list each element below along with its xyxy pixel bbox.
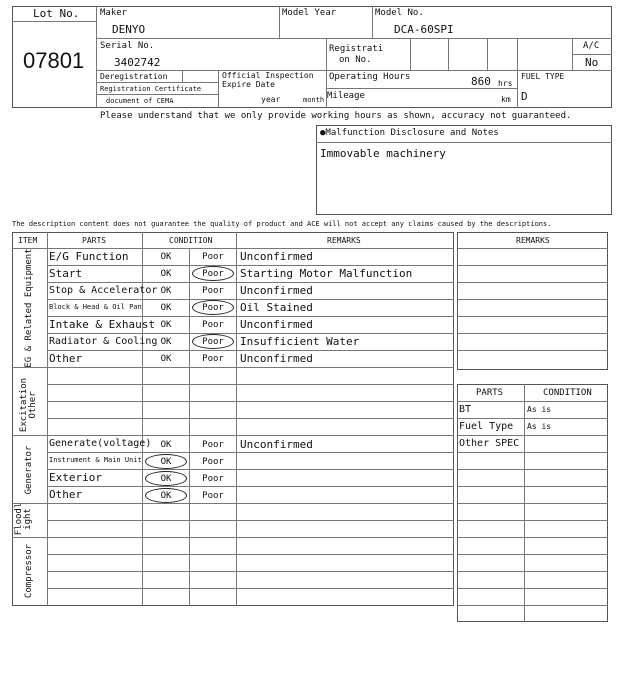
section-eg-label: EG & Related Equipment [24,248,34,368]
section-generator-label: Generator [24,445,34,495]
malfunction-box [316,125,612,215]
eg-ok-4: OK [160,320,172,330]
operating-hours-label: Operating Hours [329,72,411,82]
ac-value: No [585,56,599,69]
month-label: month [303,96,325,104]
eg-ok-5: OK [160,337,172,347]
eg-part-6: Other [49,352,83,365]
eg-part-0: E/G Function [49,250,129,263]
eg-remark-1: Starting Motor Malfunction [240,267,413,280]
header-condition: CONDITION [169,236,213,245]
eg-part-5: Radiator & Cooling [49,336,158,347]
gen-part-3: Other [49,488,83,501]
mileage-label: Mileage [327,91,365,101]
operating-hours-value: 860 [471,75,491,88]
inspection-label-2: Expire Date [222,80,275,89]
right-remarks-header: REMARKS [516,236,550,245]
gen-part-0: Generate(voltage) [49,438,152,449]
right-parts-header: PARTS [476,388,504,398]
eg-poor-2: Poor [202,286,224,296]
circle-mark-start-poor [192,266,234,281]
gen-poor-2: Poor [202,474,224,484]
section-floodlight-line2: ight [23,508,34,530]
eg-poor-6: Poor [202,354,224,364]
section-compressor-label: Compressor [24,543,34,599]
year-label: year [261,95,281,104]
eg-ok-0: OK [160,252,172,262]
eg-poor-3: Poor [202,303,224,313]
eg-remark-0: Unconfirmed [240,250,313,263]
gen-part-1: Instrument & Main Unit [49,456,142,464]
deregistration-label: Deregistration [100,72,168,81]
eg-remark-4: Unconfirmed [240,318,313,331]
fuel-type-value: D [521,90,528,103]
gen-ok-0: OK [160,440,172,450]
right-part-0: BT [459,404,472,415]
hours-notice: Please understand that we only provide working hours as shown, accuracy not guaranteed. [100,111,572,121]
eg-ok-3: OK [160,303,172,313]
gen-poor-0: Poor [202,440,224,450]
section-excitation-label [20,375,40,435]
eg-remark-5: Insufficient Water [240,335,360,348]
serial-label: Serial No. [100,41,155,51]
eg-part-2: Stop & Accelerator [49,285,158,296]
right-part-1: Fuel Type [459,421,514,432]
fuel-type-label: FUEL TYPE [521,72,565,81]
gen-poor-3: Poor [202,491,224,501]
maker-value: DENYO [112,23,146,36]
section-excitation-line2: Other [28,391,39,419]
circle-mark-exterior-ok [145,471,187,486]
hrs-unit: hrs [498,79,513,88]
eg-poor-0: Poor [202,252,224,262]
inspection-label-1: Official Inspection [222,71,314,80]
eg-ok-1: OK [160,269,172,279]
eg-ok-6: OK [160,354,172,364]
serial-value: 3402742 [114,56,161,69]
model-year-label: Model Year [282,8,337,18]
eg-remark-3: Oil Stained [240,301,313,314]
header-remarks: REMARKS [327,236,361,245]
circle-mark-instrument-ok [145,454,187,469]
circle-mark-other-ok [145,488,187,503]
malfunction-title: ●Malfunction Disclosure and Notes [320,128,499,138]
section-excitation-line1: Excitation [19,377,29,433]
right-condition-0: As is [527,405,552,414]
eg-poor-4: Poor [202,320,224,330]
right-condition-1: As is [527,422,552,431]
section-floodlight-label [15,499,35,539]
eg-ok-2: OK [160,286,172,296]
eg-part-1: Start [49,267,83,280]
lot-number: 07801 [23,48,85,73]
model-no-label: Model No. [375,8,424,18]
eg-remark-2: Unconfirmed [240,284,313,297]
gen-poor-1: Poor [202,457,224,467]
gen-ok-2: OK [160,474,172,484]
model-no-value: DCA-60SPI [394,23,454,36]
malfunction-text: Immovable machinery [320,147,446,160]
registration-certificate-label: Registration Certificate [100,85,202,93]
eg-part-3: Block & Head & Oil Pan [49,303,142,311]
registration-label-2: on No. [339,55,372,65]
eg-remark-6: Unconfirmed [240,352,313,365]
eg-poor-1: Poor [202,269,224,279]
document-cema-label: document of CEMA [106,97,174,105]
section-floodlight-line1: Floodl [14,502,24,536]
header-parts: PARTS [82,236,107,245]
circle-mark-block-poor [192,300,234,315]
registration-label-1: Registrati [329,44,384,54]
disclaimer: The description content does not guarantee the quality of product and ACE will not accept any claims caused by the descriptions. [12,220,552,228]
right-condition-header: CONDITION [543,388,592,398]
gen-ok-1: OK [160,457,172,467]
header-item: ITEM [18,236,38,245]
gen-ok-3: OK [160,491,172,501]
eg-poor-5: Poor [202,337,224,347]
km-unit: km [501,95,511,104]
gen-remark-0: Unconfirmed [240,438,313,451]
gen-part-2: Exterior [49,471,102,484]
ac-label: A/C [583,41,600,51]
right-part-2: Other SPEC [459,438,520,449]
maker-label: Maker [100,8,128,18]
lot-label: Lot No. [33,7,80,20]
circle-mark-radiator-poor [192,334,234,349]
eg-part-4: Intake & Exhaust [49,318,155,331]
